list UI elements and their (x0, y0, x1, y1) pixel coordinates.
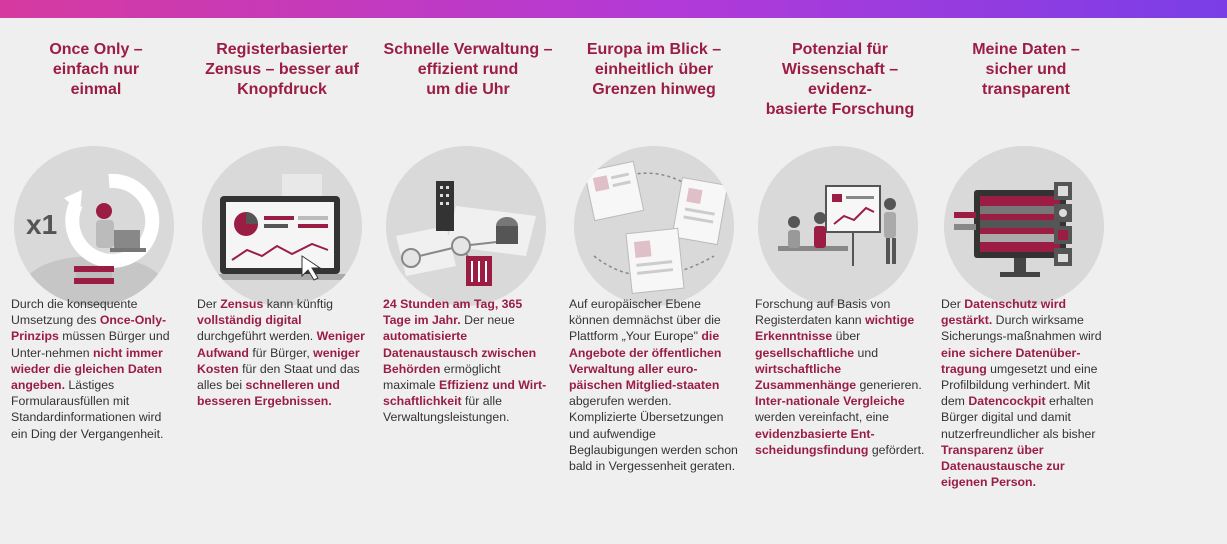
body-text: Der neue (460, 313, 515, 328)
column-title: Potenzial für Wissenschaft – evidenz- basierte Forschung (765, 41, 915, 118)
highlight-text: Effizienz und Wirt-schaftlichkeit (383, 378, 547, 409)
once-only-illustration-icon (14, 146, 174, 306)
highlight-text: automatisierte Datenaustausch zwischen Behörden (383, 329, 537, 376)
body-text: generieren. (856, 378, 922, 393)
highlight-text: Datenschutz wird gestärkt. (941, 297, 1067, 328)
body-text: Durch die konsequente Umsetzung des (11, 297, 138, 328)
highlight-text: vollständig digital (197, 313, 302, 328)
body-text: Der (941, 297, 965, 311)
body-text: Der (197, 297, 221, 311)
column-verwaltung (383, 40, 553, 425)
body-text: Auf europäischer Ebene können demnächst über die Plattform „Your Europe" (569, 297, 721, 344)
column-body (941, 296, 1111, 490)
column-title: Schnelle Verwaltung – effizient rund um die Uhr (383, 41, 553, 98)
highlight-text: eine sichere Datenüber-tragung (941, 345, 1081, 376)
body-text: kann künftig (263, 297, 334, 311)
highlight-text: Inter-nationale Vergleiche (755, 394, 905, 409)
column-title: Once Only – einfach nur einmal (49, 41, 143, 98)
body-text: Forschung auf Basis von Registerdaten kann (755, 297, 891, 328)
column-body (197, 296, 367, 409)
body-text: für den Staat und das alles bei (197, 361, 360, 393)
highlight-text: 24 Stunden am Tag, 365 Tage im Jahr. (383, 297, 523, 328)
highlight-text: Datencockpit (968, 394, 1046, 409)
top-gradient-bar (0, 0, 1227, 18)
body-text: abgerufen werden. Komplizierte Übersetzungen und aufwendige Beglaubigungen werden schon bald in Vergessenheit geraten. (569, 394, 738, 474)
highlight-text: schnelleren und besseren Ergebnissen. (197, 378, 340, 409)
body-text: durchgeführt werden. (197, 329, 317, 344)
body-text: ermöglicht maximale (383, 361, 501, 393)
highlight-text: gesellschaftliche (755, 345, 855, 360)
column-body (11, 296, 181, 442)
highlight-text: Transparenz über Datenaustausche zur eigenen Person. (941, 442, 1065, 490)
column-title: Europa im Blick – einheitlich über Grenzen hinweg (586, 41, 722, 98)
highlight-text: wirtschaftliche Zusammenhänge (755, 361, 857, 393)
x1-label: x1 (26, 209, 58, 240)
highlight-text: nicht immer wieder die gleichen Daten angeben. (11, 345, 163, 393)
highlight-text: weniger Kosten (197, 345, 360, 376)
presentation-meeting-icon (758, 146, 918, 306)
column-body (755, 296, 925, 458)
column-once-only (11, 40, 181, 441)
highlight-text: Zensus (220, 297, 264, 311)
body-text: gefördert. (868, 442, 925, 457)
body-text: Durch wirksame Sicherungs-maßnahmen wird (941, 313, 1102, 344)
laptop-dashboard-icon (202, 146, 362, 306)
body-text: für Bürger, (248, 345, 314, 360)
body-text: Lästiges Formularausfüllen mit Standardinformationen wird ein Ding der Vergangenheit. (11, 378, 164, 441)
network-buildings-icon (386, 146, 546, 306)
column-wissenschaft (755, 40, 925, 457)
highlight-text: Weniger Aufwand (197, 329, 365, 360)
column-body (383, 296, 553, 426)
body-text: und (854, 345, 879, 360)
body-text: werden vereinfacht, eine (755, 410, 889, 425)
documents-europe-icon (574, 146, 734, 306)
column-body (569, 296, 739, 474)
body-text: erhalten Bürger digital und damit nutzerfreundlicher als bisher (941, 394, 1096, 441)
highlight-text: evidenzbasierte Ent-scheidungsfindung (755, 426, 875, 457)
column-meine-daten (941, 40, 1111, 490)
highlight-text: die Angebote der öffentlichen Verwaltung aller euro-päischen Mitglied-staaten (569, 329, 722, 393)
body-text: umgesetzt und eine Profilbildung verhindert. Mit dem (941, 361, 1098, 409)
body-text: über (832, 329, 861, 344)
monitor-security-icon (944, 146, 1104, 306)
body-text: müssen Bürger und Unter-nehmen (11, 329, 170, 360)
column-europa (569, 40, 739, 474)
column-zensus (197, 40, 367, 409)
column-title: Meine Daten – sicher und transparent (972, 41, 1080, 98)
highlight-text: wichtige Erkenntnisse (755, 313, 915, 344)
body-text: für alle Verwaltungsleistungen. (383, 394, 510, 425)
highlight-text: Once-Only-Prinzips (11, 313, 167, 344)
column-title: Registerbasierter Zensus – besser auf Knopfdruck (205, 41, 359, 98)
